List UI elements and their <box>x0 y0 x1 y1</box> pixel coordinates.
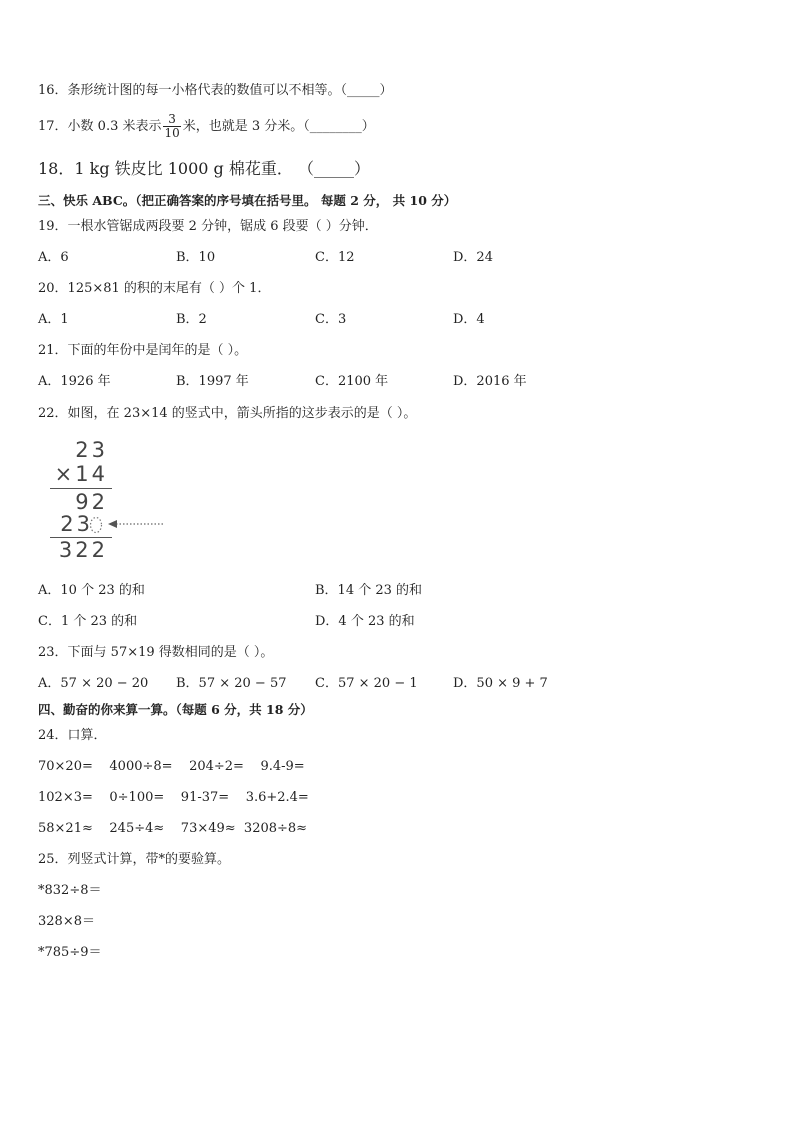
question-20-option-b: B．2 <box>176 312 207 327</box>
figure-rule-1 <box>50 488 112 489</box>
question-19-option-c: C．12 <box>315 250 355 265</box>
question-20-option-d: D．4 <box>453 312 485 327</box>
question-19-option-d: D．24 <box>453 250 493 265</box>
question-16: 16．条形统计图的每一小格代表的数值可以不相等。（_____） <box>38 83 393 98</box>
figure-row-multiplicand: 23 <box>75 438 108 462</box>
question-19-stem: 19．一根水管锯成两段要 2 分钟，锯成 6 段要（ ）分钟． <box>38 219 378 234</box>
dotted-circle-icon <box>88 515 104 535</box>
question-24-row-2: 102×3= 0÷100= 91-37= 3.6+2.4= <box>38 790 309 805</box>
question-21-option-a: A．1926 年 <box>38 374 111 389</box>
fraction-numerator: 3 <box>163 113 180 127</box>
vertical-multiplication-figure <box>46 438 176 564</box>
question-25-item-1: *832÷8＝ <box>38 883 102 898</box>
question-25-item-2: 328×8＝ <box>38 914 95 929</box>
question-21-option-d: D．2016 年 <box>453 374 527 389</box>
question-23-stem: 23．下面与 57×19 得数相同的是（ ）。 <box>38 645 274 660</box>
question-25-stem: 25．列竖式计算，带*的要验算。 <box>38 852 231 867</box>
question-24-row-1: 70×20= 4000÷8= 204÷2= 9.4-9= <box>38 759 305 774</box>
question-21-option-c: C．2100 年 <box>315 374 389 389</box>
question-25-item-3: *785÷9＝ <box>38 945 102 960</box>
section-3-heading: 三、快乐 ABC。（把正确答案的序号填在括号里。 每题 2 分， 共 10 分） <box>38 193 457 208</box>
section-4-heading: 四、勤奋的你来算一算。（每题 6 分，共 18 分） <box>38 702 313 717</box>
question-20-stem: 20．125×81 的积的末尾有（ ）个 1． <box>38 281 271 296</box>
question-17-after: 米，也就是 3 分米。（________） <box>182 119 375 134</box>
question-20-option-c: C．3 <box>315 312 347 327</box>
question-24-row-3: 58×21≈ 245÷4≈ 73×49≈ 3208÷8≈ <box>38 821 308 836</box>
figure-row-partial-2: 23 <box>60 512 93 536</box>
question-21-stem: 21．下面的年份中是闰年的是（ ）。 <box>38 343 248 358</box>
fraction-denominator: 10 <box>164 126 180 140</box>
dotted-arrow-icon <box>108 518 168 530</box>
question-23-option-d: D．50 × 9 + 7 <box>453 676 548 691</box>
question-22-option-d: D．4 个 23 的和 <box>315 614 415 629</box>
figure-row-multiplier: ×14 <box>54 462 108 486</box>
question-23-option-a: A．57 × 20 − 20 <box>38 676 149 691</box>
question-23-option-c: C．57 × 20 − 1 <box>315 676 418 691</box>
question-17-before: 17．小数 0.3 米表示 <box>38 119 162 134</box>
figure-row-partial-1: 92 <box>75 490 108 514</box>
question-23-option-b: B．57 × 20 − 57 <box>176 676 287 691</box>
question-22-option-c: C．1 个 23 的和 <box>38 614 138 629</box>
fraction <box>163 113 180 140</box>
question-19-option-b: B．10 <box>176 250 216 265</box>
question-22-option-b: B．14 个 23 的和 <box>315 583 423 598</box>
question-20-option-a: A．1 <box>38 312 69 327</box>
figure-row-product: 322 <box>58 538 108 562</box>
question-19-option-a: A．6 <box>38 250 69 265</box>
question-22-option-a: A．10 个 23 的和 <box>38 583 145 598</box>
question-24-stem: 24．口算． <box>38 728 107 743</box>
question-17 <box>38 112 375 142</box>
question-18: 18．1 kg 铁皮比 1000 g 棉花重． （_____） <box>38 159 370 178</box>
question-21-option-b: B．1997 年 <box>176 374 249 389</box>
question-22-stem: 22．如图，在 23×14 的竖式中，箭头所指的这步表示的是（ ）。 <box>38 406 417 421</box>
